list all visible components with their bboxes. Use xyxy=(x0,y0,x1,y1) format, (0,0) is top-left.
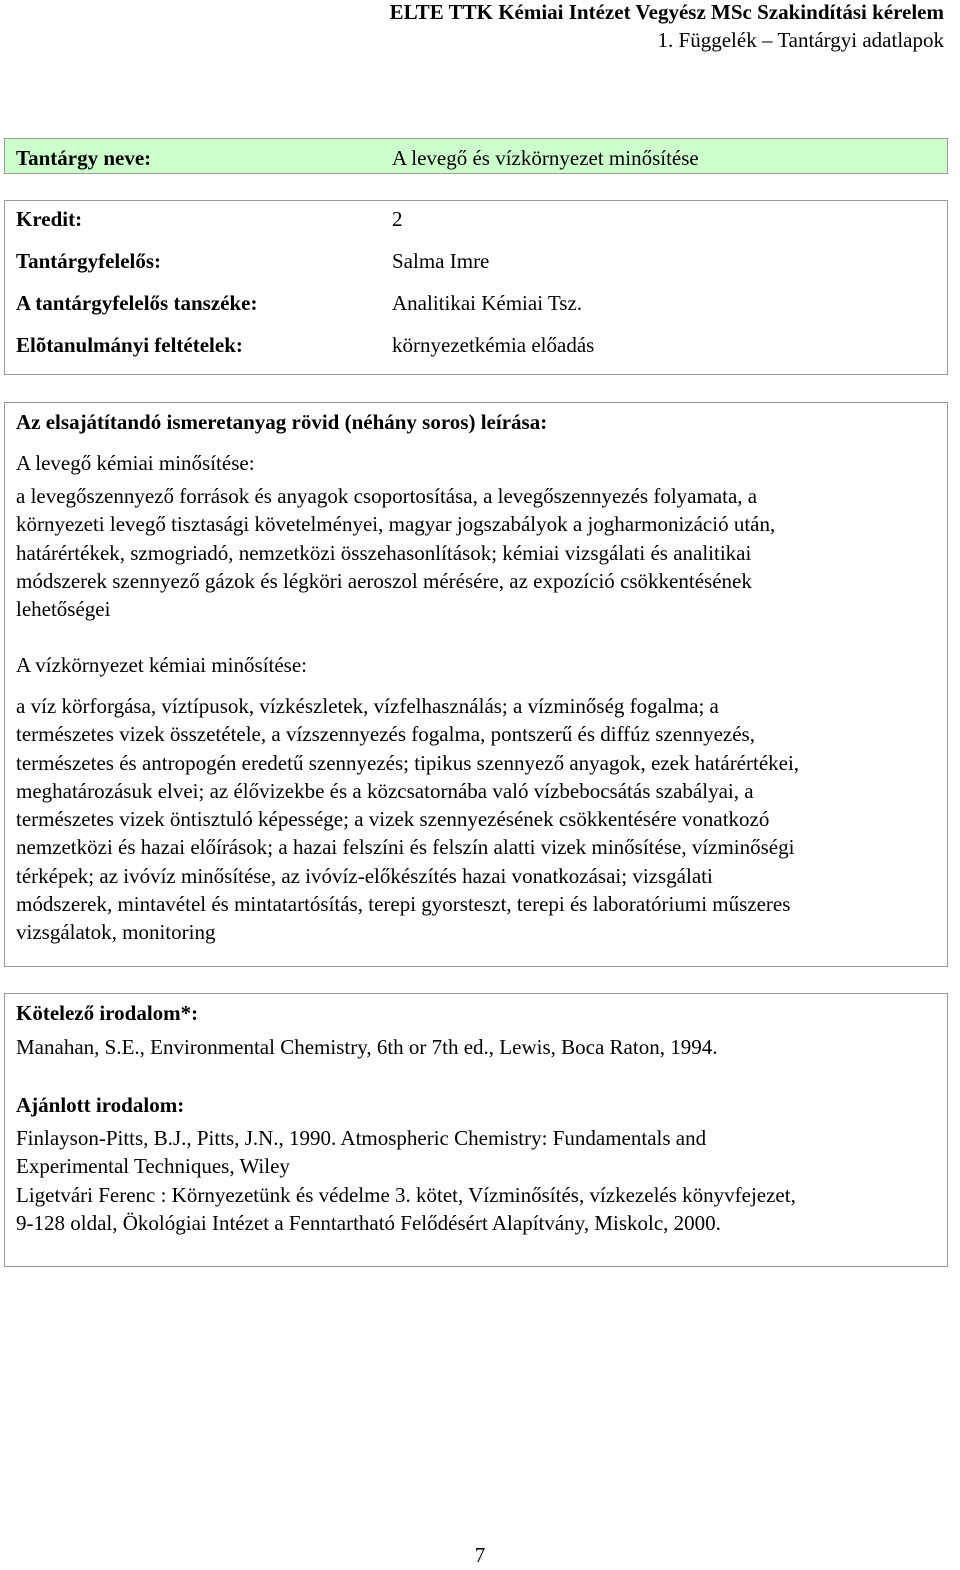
recommended-literature-list xyxy=(16,1124,941,1237)
responsible-value: Salma Imre xyxy=(392,249,490,273)
document-header-title: ELTE TTK Kémiai Intézet Vegyész MSc Szakindítási kérelem xyxy=(389,0,944,24)
text-line: térképek; az ivóvíz minősítése, az ivóvíz-előkészítés hazai vonatkozásai; vizsgálati xyxy=(16,863,713,888)
required-literature-list xyxy=(16,1033,941,1061)
credit-label: Kredit: xyxy=(16,207,83,231)
recommended-literature-heading: Ajánlott irodalom: xyxy=(16,1093,185,1117)
department-value: Analitikai Kémiai Tsz. xyxy=(392,291,583,315)
text-line: természetes vizek öntisztuló képessége; a vizek szennyezésének csökkentésére vonatkozó xyxy=(16,807,770,832)
literature-item: 9-128 oldal, Ökológiai Intézet a Fenntartható Felődésért Alapítvány, Miskolc, 2000. xyxy=(16,1210,721,1235)
course-name-label: Tantárgy neve: xyxy=(16,146,152,170)
prerequisites-value: környezetkémia előadás xyxy=(392,333,595,357)
literature-item: Manahan, S.E., Environmental Chemistry, 6th or 7th ed., Lewis, Boca Raton, 1994. xyxy=(16,1035,718,1059)
responsible-label: Tantárgyfelelős: xyxy=(16,249,162,273)
water-section-text xyxy=(16,692,941,947)
required-literature-heading: Kötelező irodalom*: xyxy=(16,1001,199,1025)
page-number: 7 xyxy=(474,1543,486,1567)
document-header-subtitle: 1. Függelék – Tantárgyi adatlapok xyxy=(657,28,944,52)
water-section-heading: A vízkörnyezet kémiai minősítése: xyxy=(16,653,308,677)
text-line: módszerek, mintavétel és mintatartósítás, terepi gyorsteszt, terepi és laboratóriumi műszeres xyxy=(16,892,791,917)
description-heading: Az elsajátítandó ismeretanyag rövid (néhány soros) leírása: xyxy=(16,410,548,434)
literature-item: Experimental Techniques, Wiley xyxy=(16,1154,290,1179)
course-name-value: A levegő és vízkörnyezet minősítése xyxy=(392,146,699,170)
prerequisites-label: Elõtanulmányi feltételek: xyxy=(16,333,243,357)
text-line: vizsgálatok, monitoring xyxy=(16,920,216,945)
description-box xyxy=(4,402,948,967)
text-line: természetes és antropogén eredetű szennyezés; tipikus szennyező anyagok, ezek határértékei, xyxy=(16,750,800,775)
credit-value: 2 xyxy=(392,207,403,231)
text-line: lehetőségei xyxy=(16,597,111,622)
text-line: meghatározásuk elvei; az élővizekbe és a közcsatornába való vízbebocsátás szabályai, a xyxy=(16,778,754,803)
literature-item: Finlayson-Pitts, B.J., Pitts, J.N., 1990. Atmospheric Chemistry: Fundamentals and xyxy=(16,1126,707,1150)
text-line: módszerek szennyező gázok és légköri aeroszol mérésére, az expozíció csökkentésének xyxy=(16,568,752,593)
text-line: határértékek, szmogriadó, nemzetközi összehasonlítások; kémiai vizsgálati és analitikai xyxy=(16,540,752,565)
text-line: környezeti levegő tisztasági követelményei, magyar jogszabályok a jogharmonizáció után, xyxy=(16,512,776,537)
text-line: a víz körforgása, víztípusok, vízkészletek, vízfelhasználás; a vízminőség fogalma; a xyxy=(16,694,719,718)
literature-item: Ligetvári Ferenc : Környezetünk és védelme 3. kötet, Vízminősítés, vízkezelés könyvfejezet, xyxy=(16,1182,796,1207)
text-line: természetes vizek összetétele, a vízszennyezés fogalma, pontszerű és diffúz szennyezés, xyxy=(16,722,755,747)
course-name-box xyxy=(4,138,948,174)
literature-box xyxy=(4,993,948,1267)
air-section-text xyxy=(16,482,941,623)
air-section-heading: A levegő kémiai minősítése: xyxy=(16,451,255,475)
text-line: a levegőszennyező források és anyagok csoportosítása, a levegőszennyezés folyamata, a xyxy=(16,484,758,508)
course-info-box xyxy=(4,200,948,375)
text-line: nemzetközi és hazai előírások; a hazai felszíni és felszín alatti vizek minősítése, vízminőségi xyxy=(16,835,795,860)
department-label: A tantárgyfelelős tanszéke: xyxy=(16,291,258,315)
